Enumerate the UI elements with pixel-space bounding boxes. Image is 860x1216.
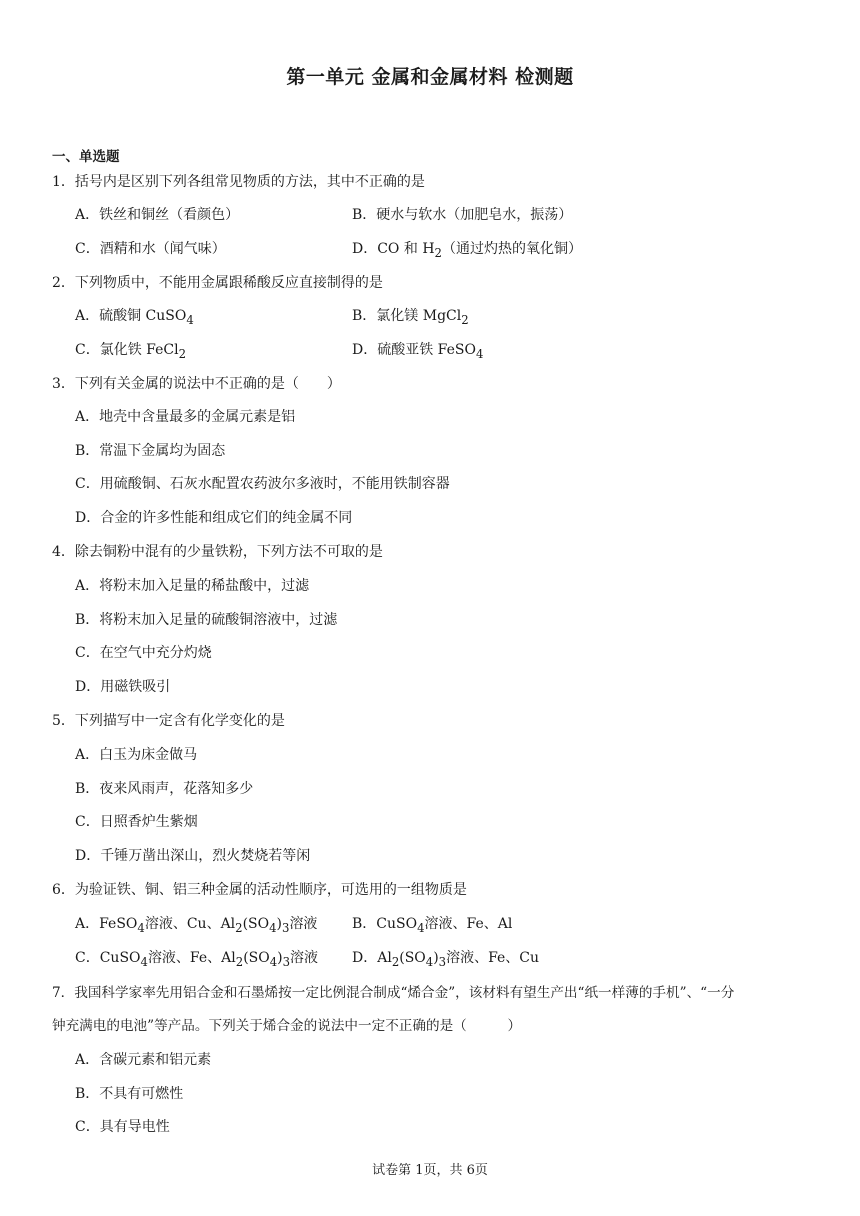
- page-footer: 试卷第 1页，共 6页: [372, 1163, 488, 1178]
- question-3-stem: [52, 368, 822, 401]
- option-text: D．硫酸亚铁 FeSO: [352, 341, 476, 358]
- option-a: A．地壳中含量最多的金属元素是铝: [75, 409, 296, 425]
- option-c: C．用硫酸铜、石灰水配置农药波尔多液时，不能用铁制容器: [75, 476, 450, 493]
- option-c: C．具有导电性: [75, 1119, 170, 1136]
- option-a: A．铁丝和铜丝（看颜色）: [75, 207, 240, 223]
- option-a: A．将粉末加入足量的稀盐酸中，过滤: [75, 578, 310, 594]
- option-text: ): [433, 949, 439, 966]
- subscript: 3: [438, 954, 447, 969]
- option-c: C．日照香炉生紫烟: [75, 814, 198, 831]
- option-c: C．在空气中充分灼烧: [75, 645, 212, 662]
- question-text: 2．下列物质中，不能用金属跟稀酸反应直接制得的是: [52, 275, 383, 291]
- subscript: 2: [235, 920, 243, 935]
- option-d: [352, 233, 582, 270]
- option-text: 溶液: [289, 916, 318, 932]
- option-text: 溶液、Fe、Al: [147, 949, 236, 966]
- question-6-options: [75, 908, 835, 975]
- subscript: 3: [282, 954, 291, 969]
- option-text: 溶液、Fe、Al: [424, 916, 513, 932]
- options-row: [75, 942, 835, 976]
- option-text: A．硫酸铜 CuSO: [75, 308, 187, 324]
- option-c: C．酒精和水（闻气味）: [75, 240, 226, 257]
- question-5-stem: [52, 705, 822, 738]
- subscript: 4: [269, 954, 278, 969]
- option-text: B．CuSO: [352, 916, 418, 932]
- option-text: 溶液、Cu、Al: [144, 916, 236, 932]
- option-b: B．夜来风雨声，花落知多少: [75, 780, 254, 797]
- option-b: B．不具有可燃性: [75, 1085, 184, 1102]
- options-row: [75, 334, 835, 368]
- question-text: 钟充满电的电池”等产品。下列关于烯合金的说法中一定不正确的是（ ）: [52, 1018, 522, 1034]
- option-d: D．用磁铁吸引: [75, 678, 171, 695]
- subscript: 4: [140, 954, 148, 969]
- subscript: 2: [178, 346, 187, 361]
- question-4-stem: [52, 536, 822, 569]
- question-2-stem: [52, 267, 822, 300]
- question-text: 7．我国科学家率先用铝合金和石墨烯按一定比例混合制成“烯合金”，该材料有望生产出“纸一样薄的手机”、“一分: [52, 985, 735, 1001]
- subscript: 2: [461, 312, 469, 327]
- option-text: (SO: [242, 916, 270, 932]
- question-text: 4．除去铜粉中混有的少量铁粉，下列方法不可取的是: [52, 544, 383, 560]
- page-title: 第一单元 金属和金属材料 检测题: [286, 66, 574, 88]
- option-text: D．Al: [352, 949, 392, 966]
- question-6-stem: [52, 874, 822, 907]
- option-c: [75, 341, 187, 361]
- question-2-options: [75, 300, 835, 367]
- option-text: A．FeSO: [75, 916, 138, 932]
- options-row: [75, 908, 835, 942]
- question-3-options: [75, 401, 835, 535]
- subscript: 3: [282, 920, 290, 935]
- subscript: 4: [425, 954, 434, 969]
- question-text: 6．为验证铁、铜、铝三种金属的活动性顺序，可选用的一组物质是: [52, 882, 467, 898]
- option-d: [352, 334, 483, 371]
- option-d: [352, 942, 539, 979]
- option-a: [75, 916, 318, 935]
- option-text: C．氯化铁 FeCl: [75, 341, 179, 358]
- options-row: [75, 199, 835, 233]
- options-row: [75, 300, 835, 334]
- option-text: B．氯化镁 MgCl: [352, 308, 462, 324]
- question-7-stem: [52, 977, 827, 1043]
- option-text: ): [277, 949, 283, 966]
- question-5-options: [75, 739, 835, 873]
- option-c: [75, 949, 319, 969]
- option-a: A．白玉为床金做马: [75, 747, 198, 763]
- option-d: D．千锤万凿出深山，烈火焚烧若等闲: [75, 847, 311, 864]
- question-1-stem: [52, 166, 822, 199]
- question-1-options: [75, 199, 835, 266]
- option-text: (SO: [399, 949, 426, 966]
- subscript: 2: [434, 245, 442, 260]
- subscript: 4: [137, 920, 145, 935]
- question-7-options: [75, 1044, 835, 1145]
- subscript: 4: [186, 312, 194, 327]
- subscript: 2: [235, 954, 244, 969]
- section-heading: 一、单选题: [52, 149, 120, 165]
- option-b: [352, 300, 469, 337]
- option-b: B．常温下金属均为固态: [75, 442, 226, 459]
- option-text: 溶液: [290, 949, 319, 966]
- question-4-options: [75, 570, 835, 704]
- question-text: 1．括号内是区别下列各组常见物质的方法，其中不正确的是: [52, 174, 425, 190]
- subscript: 4: [417, 920, 425, 935]
- options-row: [75, 233, 835, 267]
- option-text: D．CO 和 H: [352, 240, 435, 257]
- option-a: [75, 308, 194, 327]
- option-b: B．将粉末加入足量的硫酸铜溶液中，过滤: [75, 611, 338, 628]
- option-b: [352, 908, 512, 945]
- option-text: (SO: [243, 949, 270, 966]
- option-b: B．硬水与软水（加肥皂水，振荡）: [352, 207, 573, 223]
- option-a: A．含碳元素和铝元素: [75, 1052, 212, 1068]
- option-text: （通过灼热的氧化铜）: [441, 240, 582, 257]
- option-text: ): [276, 916, 283, 932]
- option-d: D．合金的许多性能和组成它们的纯金属不同: [75, 509, 353, 526]
- subscript: 4: [269, 920, 277, 935]
- subscript: 4: [475, 346, 484, 361]
- question-text: 3．下列有关金属的说法中不正确的是（ ）: [52, 376, 341, 392]
- subscript: 2: [391, 954, 400, 969]
- option-text: C．CuSO: [75, 949, 141, 966]
- option-text: 溶液、Fe、Cu: [446, 949, 540, 966]
- question-text: 5．下列描写中一定含有化学变化的是: [52, 713, 285, 729]
